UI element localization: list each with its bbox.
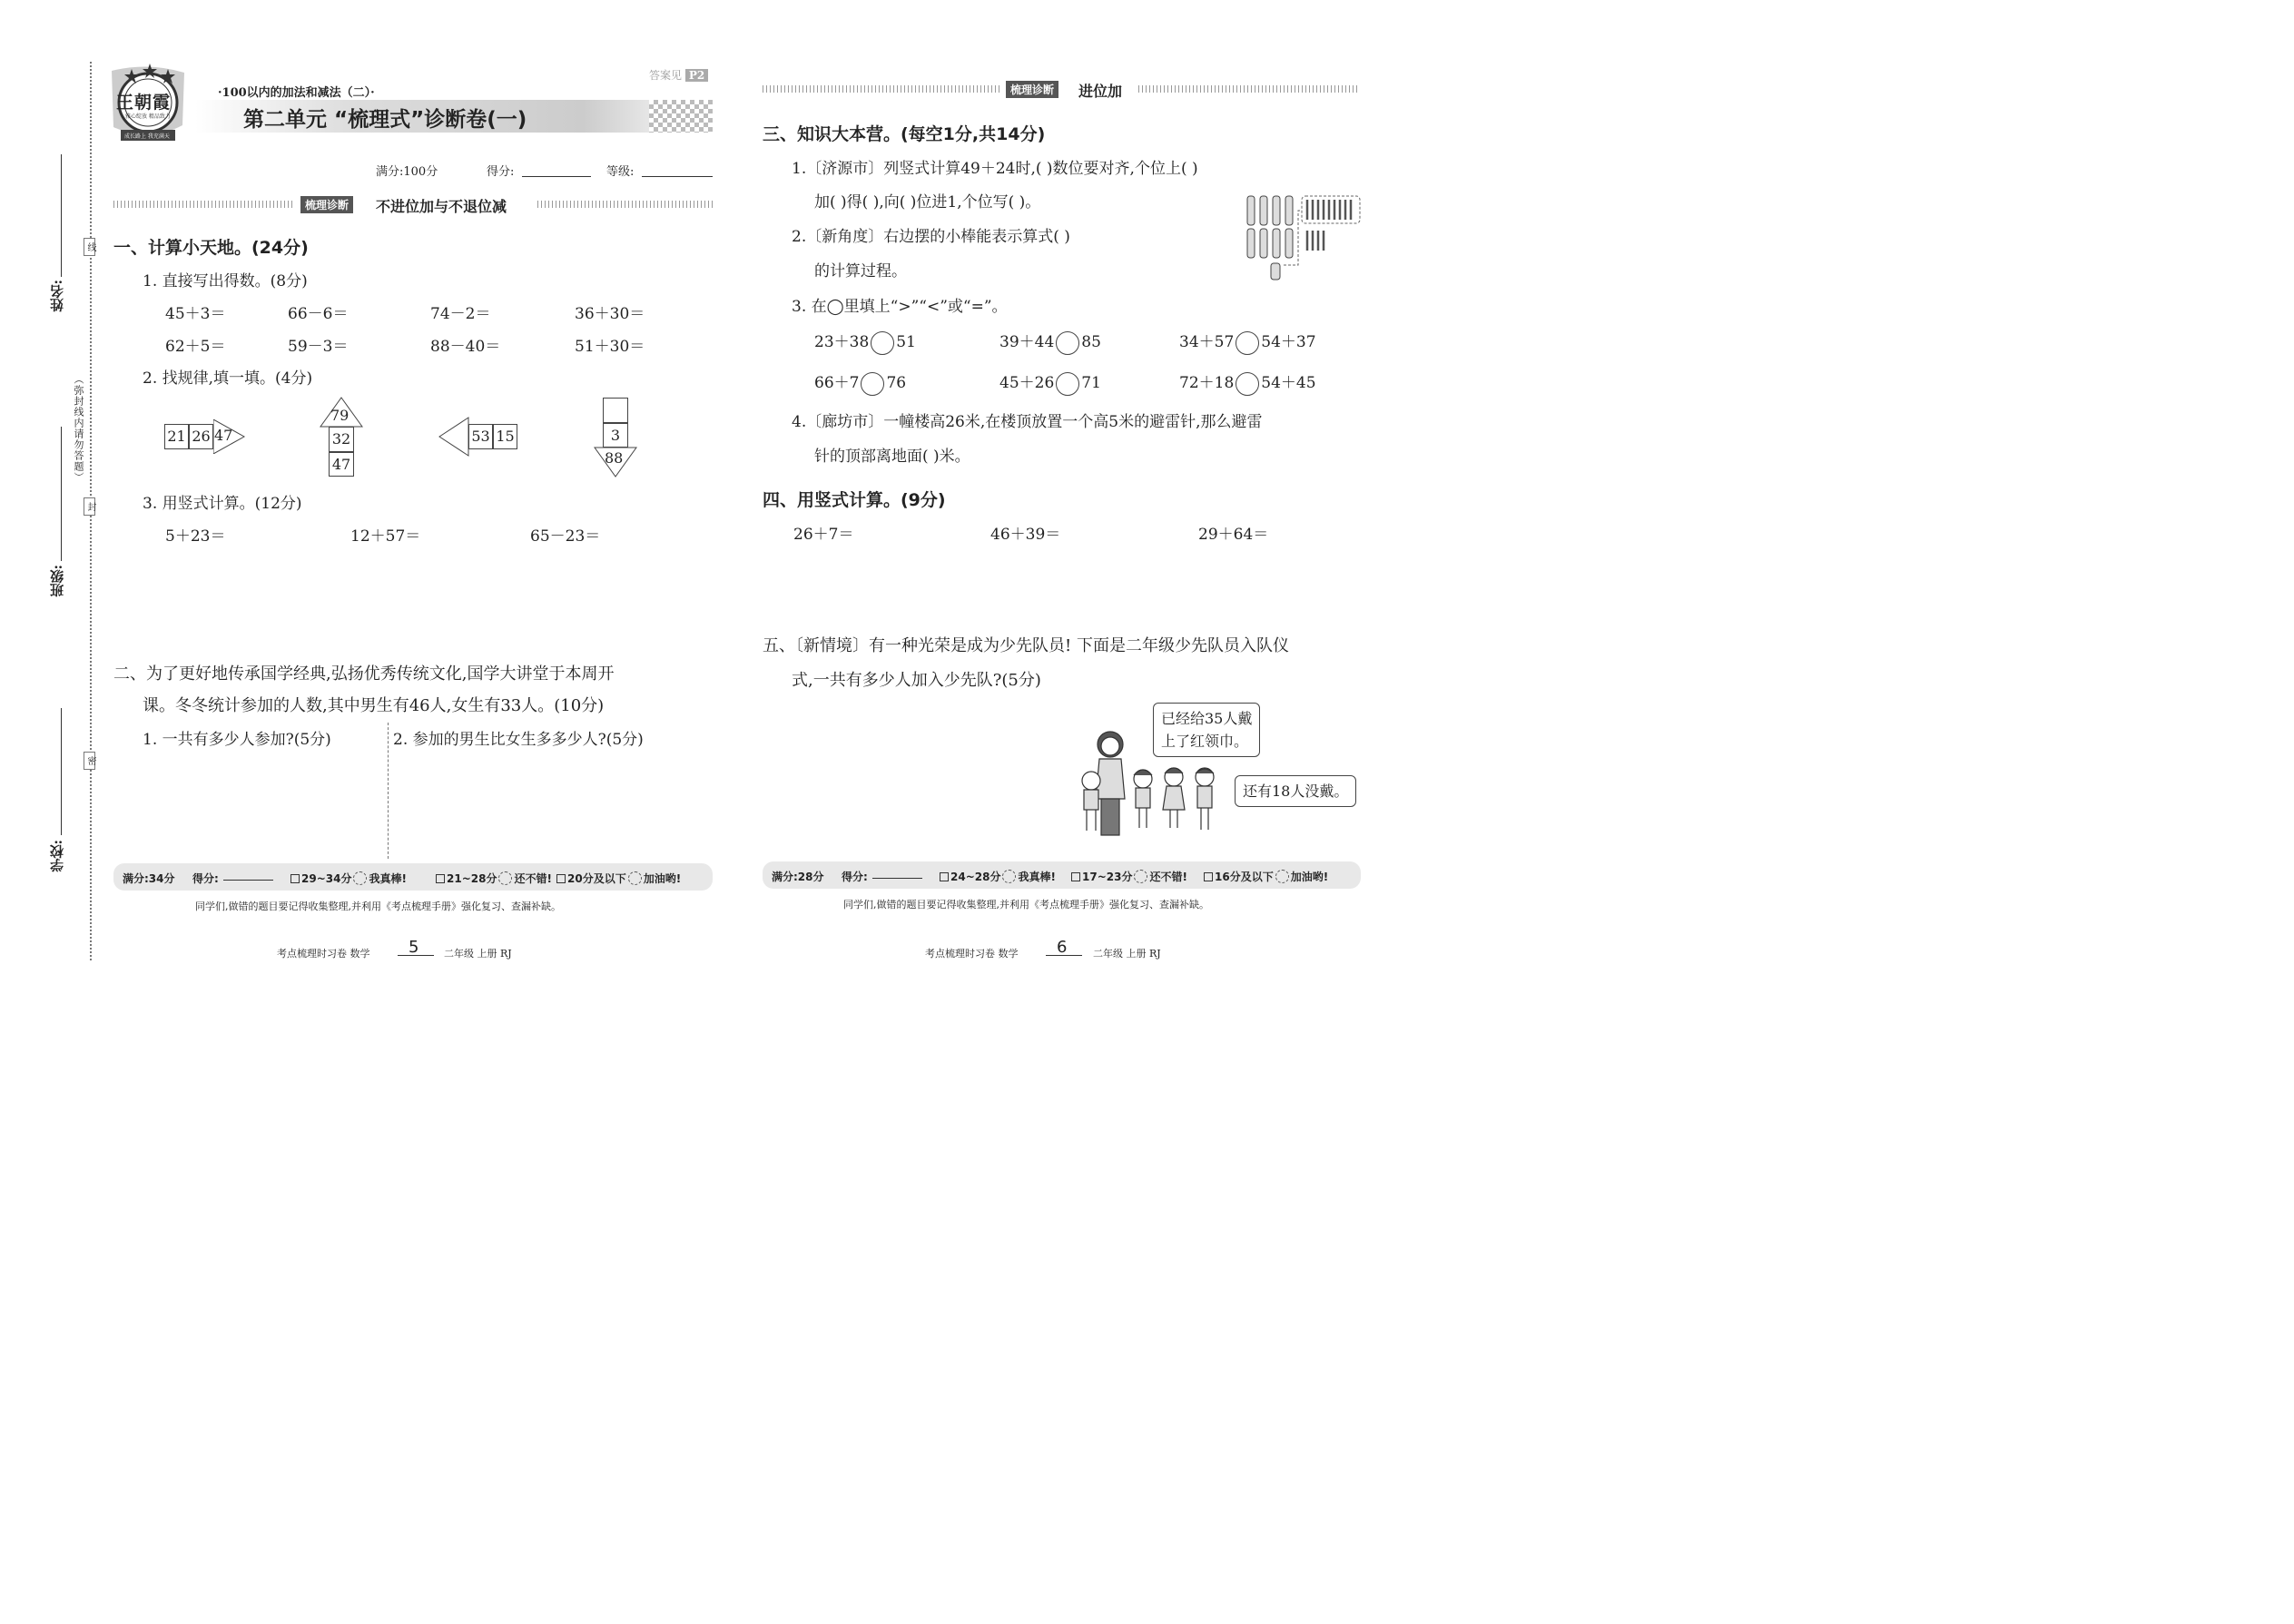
- section-rule-left-r: [763, 85, 1000, 93]
- cheer-face-icon: [628, 871, 642, 885]
- section-name-r: 进位加: [1078, 83, 1123, 100]
- compare-4-circle[interactable]: [861, 372, 884, 396]
- footer-r-opt-2-range: 17~23分: [1082, 871, 1133, 883]
- q3-item2-line1: 2.〔新角度〕右边摆的小棒能表示算式( ): [792, 228, 1070, 246]
- class-field[interactable]: [61, 427, 62, 561]
- footer-opt-3-range: 20分及以下: [567, 872, 626, 885]
- q5-line-2: 式,一共有多少人加入少先队?(5分): [792, 671, 1041, 690]
- compare-6-circle[interactable]: [1236, 372, 1259, 396]
- class-label: 班级:: [49, 565, 65, 597]
- pattern2-cell-3: 47: [329, 452, 354, 477]
- smile-face-icon: [353, 871, 367, 885]
- full-score: 满分:100分: [376, 165, 438, 179]
- page-number-r: 6: [1057, 938, 1068, 957]
- q1-eq-7: 88－40＝: [430, 338, 501, 356]
- logo-text: 王朝霞: [116, 93, 172, 113]
- review-tip-right: 同学们,做错的题目要记得收集整理,并利用《考点梳理手册》强化复习、查漏补缺。: [843, 899, 1209, 910]
- q1-eq-2: 66－6＝: [288, 305, 349, 323]
- cheer-face-icon: [1275, 870, 1289, 883]
- compare-6-right: 54＋45: [1261, 374, 1316, 392]
- q1-sub2: 2. 找规律,填一填。(4分): [143, 369, 313, 388]
- page-footer-left-text-r: 考点梳理时习卷 数学: [925, 948, 1019, 960]
- q3-item3: 3. 在◯里填上“>”“<”或“=”。: [792, 298, 1008, 316]
- q1-vert-1: 5＋23＝: [165, 527, 226, 546]
- section-tag: 梳理诊断: [300, 196, 353, 213]
- compare-5: [999, 369, 1101, 396]
- q1-vert-2: 12＋57＝: [350, 527, 421, 546]
- compare-5-circle[interactable]: [1056, 372, 1079, 396]
- q1-eq-1: 45＋3＝: [165, 305, 226, 323]
- logo-subtitle-1: 雅心绽放 精品致力: [125, 113, 171, 120]
- compare-2-circle[interactable]: [1056, 331, 1079, 355]
- name-field[interactable]: [61, 154, 62, 277]
- q3-item1-line1: 1.〔济源市〕列竖式计算49＋24时,( )数位要对齐,个位上( ): [792, 160, 1198, 178]
- footer-r-opt-3-range: 16分及以下: [1215, 871, 1274, 883]
- q2-text-1: 二、为了更好地传承国学经典,弘扬优秀传统文化,国学大讲堂于本周开: [113, 664, 615, 684]
- answer-page: P2: [685, 69, 708, 82]
- name-label: 姓名:: [49, 280, 65, 312]
- q2-sub1: 1. 一共有多少人参加?(5分): [143, 731, 331, 749]
- compare-3-left: 34＋57: [1179, 333, 1235, 351]
- compare-1: [814, 329, 916, 355]
- footer-score-field[interactable]: [223, 880, 273, 881]
- page-number: 5: [409, 938, 419, 957]
- footer-r-opt-2[interactable]: [1071, 869, 1187, 884]
- footer-opt-1-text: 我真棒!: [369, 872, 407, 885]
- footer-opt-2[interactable]: [436, 871, 552, 886]
- pattern1-cell-3: 47: [214, 427, 233, 444]
- review-tip-left: 同学们,做错的题目要记得收集整理,并利用《考点梳理手册》强化复习、查漏补缺。: [195, 901, 561, 912]
- footer-opt-2-text: 还不错!: [514, 872, 552, 885]
- pattern4-cell-2: 88: [605, 449, 624, 467]
- counting-sticks-image: [1244, 192, 1362, 283]
- section-rule-right: [537, 201, 713, 208]
- page-title: 第二单元 “梳理式”诊断卷(一): [243, 108, 527, 132]
- answer-ref-label: 答案见: [649, 69, 683, 82]
- section-rule-left: [113, 201, 295, 208]
- compare-5-left: 45＋26: [999, 374, 1055, 392]
- q1-eq-3: 74－2＝: [430, 305, 491, 323]
- q3-item1-line2: 加( )得( ),向( )位进1,个位写( )。: [814, 193, 1041, 212]
- pioneer-ceremony-image: [1076, 726, 1230, 840]
- bubble1-line2: 上了红领巾。: [1161, 733, 1249, 750]
- q3-item2-line2: 的计算过程。: [814, 262, 907, 281]
- q2-divider: [388, 723, 389, 859]
- page-footer-left-text: 考点梳理时习卷 数学: [277, 948, 370, 960]
- q3-item4-line1: 4.〔廊坊市〕一幢楼高26米,在楼顶放置一个高5米的避雷针,那么避雷: [792, 413, 1263, 431]
- unit-subtitle: ·100以内的加法和减法（二）·: [218, 86, 375, 100]
- q5-line-1: 五、〔新情境〕有一种光荣是成为少先队员! 下面是二年级少先队员入队仪: [763, 636, 1289, 655]
- pattern4-cell-blank[interactable]: [603, 398, 628, 423]
- footer-r-opt-1[interactable]: [940, 869, 1056, 884]
- q3-item4-line2: 针的顶部离地面( )米。: [814, 448, 970, 466]
- grade-label: 等级:: [606, 165, 635, 179]
- footer-full-score: 满分:34分: [123, 872, 175, 885]
- footer-score-label: 得分:: [192, 872, 219, 885]
- footer-r-opt-3[interactable]: [1204, 869, 1328, 884]
- school-field[interactable]: [61, 708, 62, 835]
- q1-vert-3: 65－23＝: [530, 527, 601, 546]
- compare-3-right: 54＋37: [1261, 333, 1316, 351]
- q4-eq-1: 26＋7＝: [793, 526, 854, 544]
- pattern3-cell-1: 53: [468, 424, 493, 449]
- footer-opt-1[interactable]: [290, 871, 407, 886]
- footer-r-opt-1-range: 24~28分: [950, 871, 1001, 883]
- footer-opt-2-range: 21~28分: [447, 872, 497, 885]
- section-tag-r: 梳理诊断: [1006, 81, 1058, 98]
- q2-sub2: 2. 参加的男生比女生多多少人?(5分): [393, 731, 644, 749]
- footer-r-score-label: 得分:: [842, 871, 868, 883]
- q4-eq-2: 46＋39＝: [990, 526, 1061, 544]
- pattern1-cell-2: 26: [189, 424, 213, 449]
- compare-4-left: 66＋7: [814, 374, 860, 392]
- q1-sub3: 3. 用竖式计算。(12分): [143, 495, 302, 513]
- footer-r-score-field[interactable]: [872, 878, 922, 879]
- compare-6-left: 72＋18: [1179, 374, 1235, 392]
- q2-line-1: [113, 661, 614, 684]
- logo-subtitle-2: 成长路上 我充满天: [124, 133, 170, 140]
- footer-opt-1-range: 29~34分: [301, 872, 352, 885]
- page-footer-right-text: 二年级 上册 RJ: [444, 948, 512, 960]
- binding-box-xian: 线: [84, 238, 95, 256]
- pattern3-cell-2: 15: [493, 424, 517, 449]
- speech-bubble-child: 还有18人没戴。: [1235, 775, 1356, 807]
- footer-r-opt-3-text: 加油哟!: [1290, 871, 1329, 883]
- q1-eq-6: 59－3＝: [288, 338, 349, 356]
- footer-opt-3[interactable]: [556, 871, 681, 886]
- compare-2-right: 85: [1081, 333, 1101, 351]
- title-banner-checker: [649, 100, 713, 133]
- smile-face-icon: [1002, 870, 1016, 883]
- score-bar-right: [763, 861, 1361, 889]
- pattern1-cell-1: 21: [164, 424, 189, 449]
- compare-1-circle[interactable]: [871, 331, 894, 355]
- neutral-face-icon: [498, 871, 512, 885]
- page-footer-right-text-r: 二年级 上册 RJ: [1093, 948, 1161, 960]
- bubble1-line1: 已经给35人戴: [1161, 710, 1253, 727]
- binding-box-feng: 封: [84, 497, 95, 516]
- score-field[interactable]: [522, 176, 591, 177]
- compare-3: [1179, 329, 1316, 355]
- footer-r-full-score: 满分:28分: [772, 871, 824, 883]
- compare-1-right: 51: [896, 333, 916, 351]
- footer-r-opt-2-text: 还不错!: [1149, 871, 1187, 883]
- pattern2-cell-2: 32: [329, 427, 354, 452]
- pattern4-cell-1: 3: [603, 423, 628, 448]
- compare-2: [999, 329, 1101, 355]
- footer-r-opt-1-text: 我真棒!: [1018, 871, 1056, 883]
- compare-5-right: 71: [1081, 374, 1101, 392]
- compare-2-left: 39＋44: [999, 333, 1055, 351]
- compare-3-circle[interactable]: [1236, 331, 1259, 355]
- binding-box-mi: 密: [84, 752, 95, 770]
- q1-eq-4: 36＋30＝: [575, 305, 645, 323]
- q1-eq-8: 51＋30＝: [575, 338, 645, 356]
- school-label: 学校:: [49, 840, 65, 872]
- q3-title: 三、知识大本营。(每空1分,共14分): [763, 124, 1046, 144]
- score-bar-left: [113, 863, 713, 891]
- pattern2-cell-1: 79: [330, 407, 350, 424]
- q1-title: 一、计算小天地。(24分): [113, 238, 309, 258]
- section-rule-right-r: [1138, 85, 1360, 93]
- q4-title: 四、用竖式计算。(9分): [763, 490, 946, 510]
- pattern3-arrowhead: [438, 417, 469, 457]
- compare-4: [814, 369, 906, 396]
- grade-field[interactable]: [642, 176, 713, 177]
- score-label: 得分:: [487, 165, 515, 179]
- q4-eq-3: 29＋64＝: [1198, 526, 1269, 544]
- section-name: 不进位加与不退位减: [376, 198, 507, 215]
- answer-ref: [649, 67, 708, 83]
- compare-4-right: 76: [886, 374, 907, 392]
- binding-note: （弥封线内请勿答题）: [73, 374, 84, 483]
- footer-opt-3-text: 加油哟!: [643, 872, 682, 885]
- compare-6: [1179, 369, 1316, 396]
- compare-1-left: 23＋38: [814, 333, 870, 351]
- q2-line-2: 课。冬冬统计参加的人数,其中男生有46人,女生有33人。(10分): [143, 696, 605, 715]
- neutral-face-icon: [1134, 870, 1147, 883]
- q1-eq-5: 62＋5＝: [165, 338, 226, 356]
- q1-sub1: 1. 直接写出得数。(8分): [143, 272, 308, 290]
